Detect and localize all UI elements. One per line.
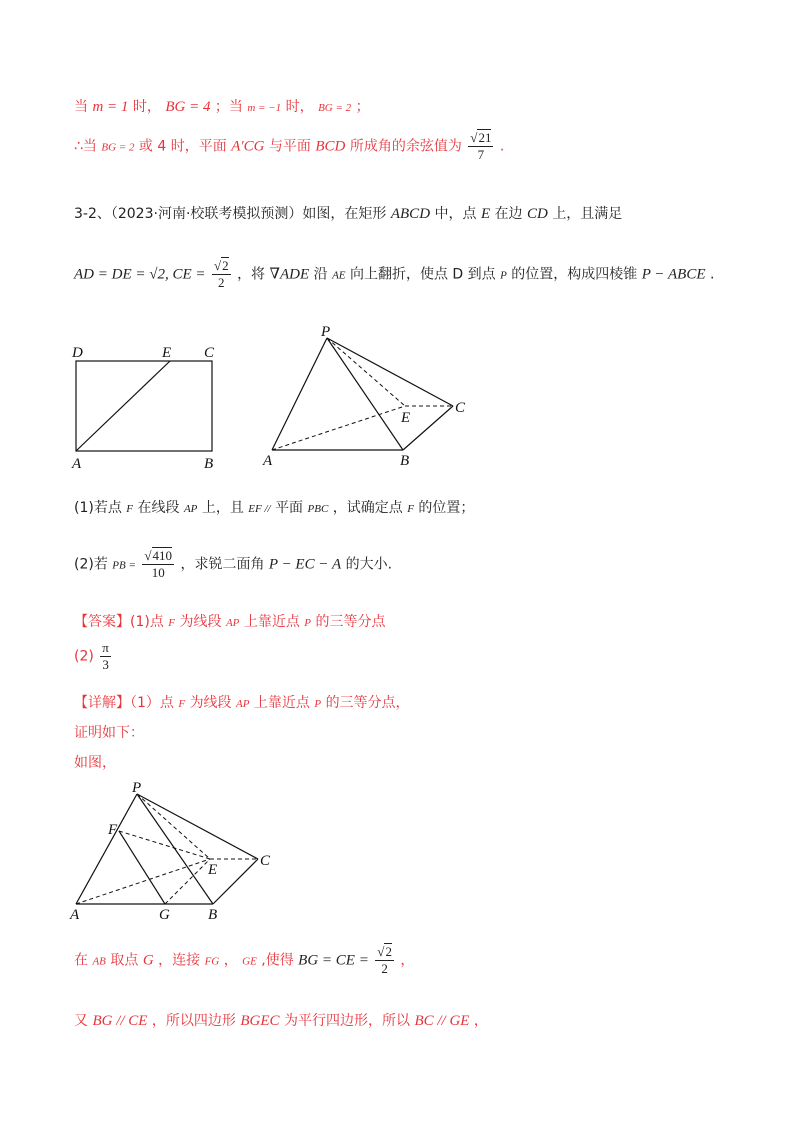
math: AP — [183, 503, 198, 515]
label-p: P — [321, 324, 331, 340]
text: (2) — [74, 648, 94, 665]
text: 在边 — [494, 206, 523, 222]
solution-line-1 — [74, 944, 414, 977]
label-a: A — [70, 907, 80, 923]
dashed-ae — [272, 406, 405, 450]
math: BCD — [315, 138, 346, 155]
text: ,使得 — [261, 952, 294, 969]
text: 为平行四边形，所以 — [283, 1013, 410, 1029]
question-line — [74, 203, 622, 223]
math: BG = 2 — [101, 141, 135, 154]
text: 的大小. — [345, 556, 393, 573]
label-c: C — [455, 400, 466, 416]
text: 时，平面 — [170, 138, 227, 155]
dashed-pe — [137, 794, 210, 859]
text: ， — [473, 1013, 488, 1029]
text: 4 — [157, 138, 167, 155]
math: AD = DE = √2, CE = — [74, 266, 206, 283]
text: (1)若点 — [74, 500, 122, 516]
rectangle-abcd — [76, 361, 212, 451]
edge-pc — [327, 338, 453, 406]
math: AB — [92, 955, 106, 968]
part-1 — [74, 497, 474, 517]
math: AP — [225, 617, 240, 629]
text: 【详解】（1）点 — [74, 695, 174, 711]
label-e: E — [401, 410, 411, 426]
text: 在 — [74, 952, 88, 969]
text: 的位置； — [418, 500, 475, 516]
math: F — [407, 503, 414, 515]
fraction — [375, 944, 394, 977]
text: 上，且 — [201, 500, 244, 516]
math: FG — [204, 955, 220, 968]
text: 的位置，构成四棱锥 — [511, 266, 638, 283]
text: 时， — [132, 99, 161, 115]
label-f: F — [108, 822, 118, 838]
label-e: E — [162, 345, 172, 361]
fraction — [100, 640, 111, 673]
math: F — [126, 503, 134, 515]
text: ， — [223, 952, 238, 969]
text: 3-2、（2023·河南·校联考模拟预测）如图，在矩形 — [74, 206, 387, 222]
math: G — [142, 952, 154, 969]
text: ，求锐二面角 — [180, 556, 265, 573]
text: 在线段 — [137, 500, 180, 516]
conclusion-line — [74, 130, 504, 163]
math: F — [178, 698, 186, 710]
math: CD — [527, 206, 548, 222]
label-b: B — [204, 456, 214, 472]
denominator: 7 — [477, 147, 485, 162]
edge-pc — [137, 794, 258, 859]
math: P − EC − A — [268, 556, 342, 573]
math: AE — [332, 269, 346, 282]
math: BG = 4 — [165, 99, 211, 115]
edge-pb — [137, 794, 213, 904]
label-p: P — [132, 780, 142, 796]
radicand: 2 — [385, 944, 392, 959]
text: 沿 — [313, 266, 328, 283]
text: ，连接 — [158, 952, 201, 969]
denominator: 10 — [151, 565, 165, 580]
math: PBC — [307, 503, 329, 515]
dashed-fe — [119, 831, 210, 859]
part-2 — [74, 548, 392, 581]
edge-pa — [272, 338, 327, 450]
numerator: π — [102, 640, 109, 655]
edge-bc — [213, 859, 258, 904]
denominator: 2 — [381, 961, 388, 976]
text: 平面 — [275, 500, 304, 516]
math: GE — [242, 955, 257, 968]
text: 取点 — [110, 952, 139, 969]
text: (2)若 — [74, 556, 108, 573]
denominator: 3 — [102, 657, 109, 672]
label-c: C — [204, 345, 215, 361]
text: ∴当 — [74, 138, 97, 155]
text: D — [452, 266, 464, 283]
dashed-ge — [165, 859, 210, 904]
question-conditions — [74, 258, 714, 291]
text: 又 — [74, 1013, 88, 1029]
text: 上，且满足 — [552, 206, 623, 222]
label-b: B — [400, 453, 410, 469]
math: AP — [236, 698, 250, 710]
detail-line — [74, 692, 410, 712]
math: P — [500, 269, 507, 282]
text: 中，点 — [434, 206, 477, 222]
segment-ae — [76, 361, 170, 451]
case-line — [74, 96, 370, 116]
solution-line-2 — [74, 1010, 488, 1030]
math: BG // CE — [92, 1013, 148, 1029]
text: 上靠近点 — [243, 614, 300, 630]
text: 时， — [285, 99, 314, 115]
math: PB = — [112, 559, 136, 572]
answer-1 — [74, 611, 385, 631]
label-b: B — [208, 907, 218, 923]
text: ，将 — [237, 266, 266, 283]
math: m = −1 — [247, 102, 282, 114]
text: 当 — [74, 99, 88, 115]
label-c: C — [260, 853, 271, 869]
numerator: √410 — [144, 548, 173, 563]
text: ；当 — [214, 99, 243, 115]
proof-line: 证明如下： — [74, 725, 144, 741]
label-e: E — [208, 862, 218, 878]
math: m = 1 — [92, 99, 129, 115]
text: 上靠近点 — [253, 695, 310, 711]
numerator: √2 — [377, 944, 392, 959]
text: 到点 — [467, 266, 496, 283]
text: ； — [355, 99, 370, 115]
math: P − ABCE — [641, 266, 706, 283]
math: ∇ADE — [269, 266, 310, 283]
math: F — [168, 617, 176, 629]
label-a: A — [72, 456, 82, 472]
text: 为线段 — [179, 614, 222, 630]
text: 与平面 — [268, 138, 311, 155]
text: 所成角的余弦值为 — [349, 138, 462, 155]
radicand: 21 — [478, 130, 492, 145]
math: EF // — [248, 503, 271, 515]
fraction — [142, 548, 174, 581]
edge-pa — [76, 794, 137, 904]
edge-bc — [403, 406, 453, 450]
math: ABCD — [390, 206, 431, 222]
text: . — [709, 266, 715, 283]
label-d: D — [72, 345, 83, 361]
label-g: G — [159, 907, 170, 923]
math: BC // GE — [414, 1013, 470, 1029]
label-a: A — [263, 453, 273, 469]
answer-2 — [74, 640, 113, 673]
text: ，所以四边形 — [151, 1013, 236, 1029]
dashed-ae — [76, 859, 210, 904]
math: BG = 2 — [318, 102, 352, 114]
text: 向上翻折，使点 — [349, 266, 448, 283]
numerator: √2 — [213, 258, 229, 273]
text: 或 — [138, 138, 153, 155]
rectangle-figure — [60, 330, 240, 475]
text: . — [499, 138, 505, 155]
denominator: 2 — [218, 275, 225, 290]
math: P — [314, 698, 322, 710]
fraction — [468, 130, 493, 163]
text: ， — [400, 952, 415, 969]
radicand: 410 — [152, 548, 173, 563]
segment-fg — [119, 831, 165, 904]
text: ，试确定点 — [332, 500, 403, 516]
text: 的三等分点 — [315, 614, 386, 630]
fraction — [212, 258, 231, 291]
radicand: 2 — [222, 258, 229, 273]
pyramid-figure — [255, 322, 485, 472]
text: 的三等分点， — [325, 695, 410, 711]
math: A′CG — [231, 138, 265, 155]
math: BG = CE = — [298, 952, 369, 969]
math: BGEC — [240, 1013, 280, 1029]
math: E — [480, 206, 491, 222]
pyramid-with-f-figure — [66, 778, 296, 923]
text: 为线段 — [189, 695, 232, 711]
math: P — [304, 617, 312, 629]
as-figure-line: 如图， — [74, 755, 116, 771]
numerator: √21 — [470, 130, 492, 145]
text: 【答案】(1)点 — [74, 614, 164, 630]
